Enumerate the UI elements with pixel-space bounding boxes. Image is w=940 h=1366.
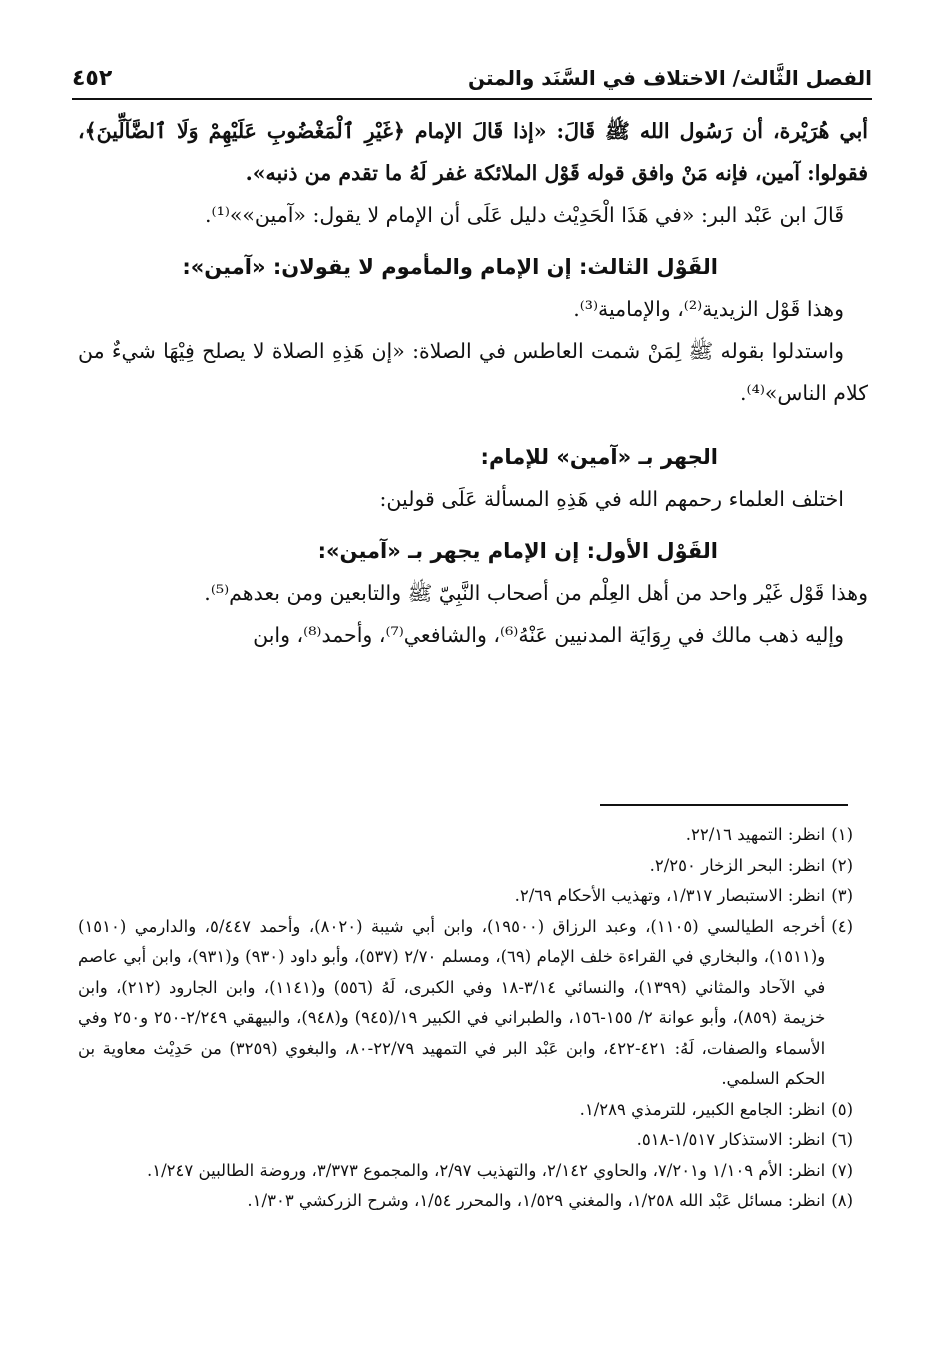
footnote-text: انظر: البحر الزخار ٢/٢٥٠. [649, 855, 826, 875]
spacer [78, 520, 868, 530]
footnote [78, 1125, 853, 1156]
footnote-number: (٦) [831, 1130, 853, 1149]
spacer [78, 414, 868, 436]
footnote [78, 881, 853, 912]
footnote-text: انظر: الأم ١/١٠٩ و٧/٢٠١، والحاوي ٢/١٤٢، والتهذيب ٢/٩٧، والمجموع ٣/٣٧٣، وروضة الطالبين ١/٢٤٧. [147, 1160, 826, 1180]
chapter-title: الفصل الثَّالث/ الاختلاف في السَّنَد والمتن [467, 66, 872, 90]
zaydiyya-paragraph: وهذا قَوْل الزيدية⁽²⁾، والإمامية⁽³⁾. [573, 297, 844, 321]
footnote [78, 1186, 853, 1217]
footnote-number: (١) [831, 825, 853, 844]
running-header [72, 58, 872, 98]
footnote-number: (٢) [831, 855, 853, 875]
scholars-paragraph: وإليه ذهب مالك في رِوَايَة المدنيين عَنْهُ⁽⁶⁾، والشافعي⁽⁷⁾، وأحمد⁽⁸⁾، وابن [253, 623, 844, 647]
footnote [78, 912, 853, 1095]
page-number: ٤٥٢ [72, 65, 113, 91]
section-heading-first-opinion: القَوْل الأول: إن الإمام يجهر بـ «آمين»: [317, 539, 718, 563]
footnote [78, 1095, 853, 1126]
footnote-number: (٤) [831, 916, 853, 936]
footnote-text: انظر: مسائل عَبْد الله ١/٢٥٨، والمغني ١/٥٢٩، والمحرر ١/٥٤، وشرح الزركشي ١/٣٠٣. [247, 1191, 826, 1210]
first-opinion-paragraph: وهذا قَوْل غَيْر واحد من أهل العِلْم من أصحاب النَّبِيّ ﷺ والتابعين ومن بعدهم⁽⁵⁾. [204, 581, 868, 605]
disagreement-paragraph: اختلف العلماء رحمهم الله في هَذِهِ المسألة عَلَى قولين: [379, 487, 844, 511]
footnote [78, 851, 853, 882]
footnote-text: انظر: الجامع الكبير، للترمذي ١/٢٨٩. [579, 1099, 826, 1119]
hadith-paragraph: أبي هُرَيْرة، أن رَسُول الله ﷺ قَالَ: «إذا قَالَ الإمام ﴿غَيْرِ ٱلْمَغْضُوبِ عَلَيْهِمْ وَلَا ٱلضَّآلِّينَ﴾، فقولوا: آمين، فإنه مَنْ وافق قوله قَوْل الملائكة غفر لَهُ ما تقدم من ذنبه». [78, 119, 868, 185]
section-heading-third-opinion: القَوْل الثالث: إن الإمام والمأموم لا يقولان: «آمين»: [182, 255, 718, 279]
main-text [78, 110, 868, 656]
footnote-number: (٣) [831, 886, 853, 905]
footnote-text: انظر: التمهيد ٢٢/١٦. [685, 825, 826, 844]
footnote-number: (٧) [831, 1160, 853, 1180]
footnote-rule [600, 804, 848, 806]
footnote-text: انظر: الاستبصار ١/٣١٧، وتهذيب الأحكام ٢/٦٩. [514, 886, 826, 905]
section-heading-jahr: الجهر بـ «آمين» للإمام: [480, 445, 718, 469]
footnote [78, 1156, 853, 1187]
footnote-text: انظر: الاستذكار ١/٥١٧-٥١٨. [636, 1130, 826, 1149]
footnote-number: (٨) [831, 1191, 853, 1210]
footnote-text: أخرجه الطيالسي (١١٠٥)، وعبد الرزاق (١٩٥٠٠)، وابن أبي شيبة (٨٠٢٠)، وأحمد ٥/٤٤٧، والدارمي (١٥١٠) و(١٥١١)، والبخاري في القراءة خلف الإمام (٦٩)، ومسلم ٢/٧٠ (٥٣٧)، وأبو داود (٩٣٠) و(٩٣١)، وابن أبي عاصم في الآحاد والمثاني (١٣٩٩)، والنسائي ٣/١٤-١٨ وفي الكبرى، لَهُ (٥٥٦) و(١١٤١)، وابن الجارود (٢١٢)، وابن خزيمة (٨٥٩)، وأبو عوانة ٢/ ١٥٥-١٥٦، والطبراني في الكبير ١٩/(٩٤٥) و(٩٤٨)، والبيهقي ٢/٢٤٩-٢٥٠ و٢٥٠ وفي الأسماء والصفات، لَهُ: ٤٢١-٤٢٢، وابن عَبْد البر في التمهيد ٢٢/٧٩-٨٠، والبغوي (٣٢٥٩) من حَدِيْث معاوية بن الحكم السلمي. [78, 916, 826, 1088]
header-rule [72, 98, 872, 100]
footnote-number: (٥) [831, 1099, 853, 1119]
footnotes [78, 820, 853, 1217]
ibn-abd-al-barr-quote: قَالَ ابن عَبْد البر: «في هَذَا الْحَدِيْث دليل عَلَى أن الإمام لا يقول: «آمين»»⁽¹⁾. [205, 203, 844, 227]
footnote [78, 820, 853, 851]
spacer [78, 236, 868, 246]
evidence-paragraph: واستدلوا بقوله ﷺ لِمَنْ شمت العاطس في الصلاة: «إن هَذِهِ الصلاة لا يصلح فِيْهَا شيءٌ من كلام الناس»⁽⁴⁾. [78, 339, 868, 405]
